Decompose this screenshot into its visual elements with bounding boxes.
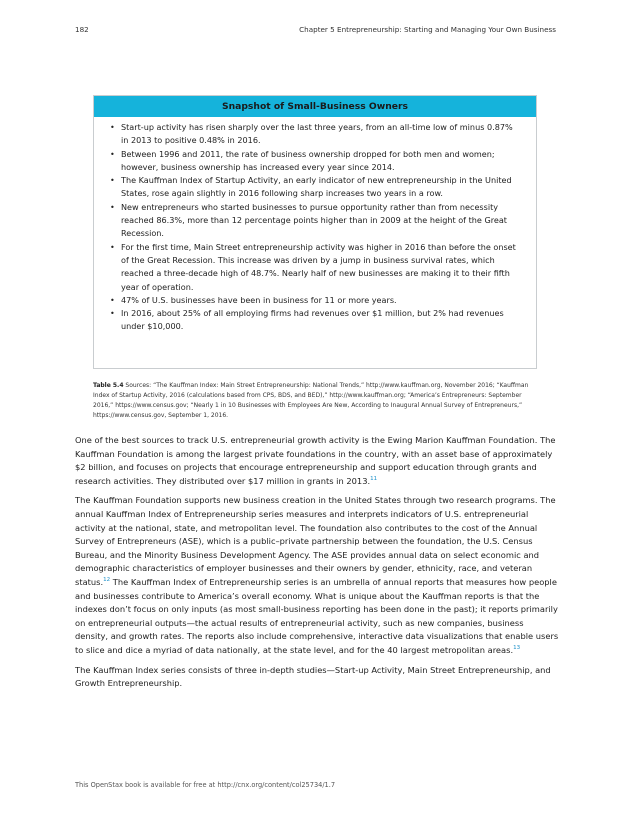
list-item: • The Kauffman Index of Startup Activity, an early indicator of new entrepreneurship in the United States, rose again slightly in 2016 following sharp increases two years in a row. (112, 174, 522, 201)
feature-box-title: Snapshot of Small-Business Owners (94, 96, 536, 117)
caption-sources: Sources: “The Kauffman Index: Main Street Entrepreneurship: National Trends,” http://www.kauffman.org, November 2016; “Kauffman Index of Startup Activity, 2016 (calculations based from CPS, BDS, and BED),” http://www.kauffman.org; “America’s Entrepreneurs: September 2016,” https://www.census.gov; “Nearly 1 in 10 Businesses with Employees Are New, According to Inaugural Annual Survey of Entrepreneurs,” https://www.census.gov, September 1, 2016. (93, 382, 529, 419)
footnote-link[interactable]: 12 (103, 577, 111, 584)
page-number: 182 (75, 25, 89, 34)
table-label: Table 5.4 (93, 382, 124, 389)
paragraph-text: The Kauffman Foundation supports new business creation in the United States through two research programs. The annual Kauffman Index of Entrepreneurship series measures and interprets indicators of U.S. entrepreneurial activity at the national, state, and metropolitan level. The foundation also contributes to the cost of the Annual Survey of Entrepreneurs (ASE), which is a public–private partnership between the foundation, the U.S. Census Bureau, and the Minority Business Development Agency. The ASE provides annual data on select economic and demographic characteristics of employer businesses and their owners by gender, ethnicity, race, and veteran status. (75, 495, 556, 587)
feature-box-list (94, 117, 536, 334)
table-caption (93, 381, 533, 421)
paragraph (75, 434, 559, 488)
paragraph-text: One of the best sources to track U.S. entrepreneurial growth activity is the Ewing Marion Kauffman Foundation. The Kauffman Foundation is among the largest private foundations in the country, with an asset base of approximately $2 billion, and focuses on projects that encourage entrepreneurship and support education through grants and research activities. They distributed over $17 million in grants in 2013. (75, 435, 556, 486)
list-item: • In 2016, about 25% of all employing firms had revenues over $1 million, but 2% had revenues under $10,000. (112, 307, 522, 334)
paragraph-text: The Kauffman Index series consists of three in-depth studies—Start-up Activity, Main Street Entrepreneurship, and Growth Entrepreneurship. (75, 664, 551, 689)
paragraph (75, 664, 559, 691)
footnote-link[interactable]: 11 (370, 476, 378, 483)
snapshot-feature-box (93, 95, 537, 369)
body-text (75, 434, 559, 697)
chapter-title: Chapter 5 Entrepreneurship: Starting and Managing Your Own Business (299, 25, 556, 34)
list-item: • New entrepreneurs who started businesses to pursue opportunity rather than from necessity reached 86.3%, more than 12 percentage points higher than in 2009 at the height of the Great Recession. (112, 201, 522, 241)
list-item: • For the first time, Main Street entrepreneurship activity was higher in 2016 than before the onset of the Great Recession. This increase was driven by a jump in business survival rates, which reached a three-decade high of 48.7%. Nearly half of new businesses are making it to their fifth year of operation. (112, 241, 522, 294)
list-item: • Between 1996 and 2011, the rate of business ownership dropped for both men and women; however, business ownership has increased every year since 2014. (112, 148, 522, 175)
page-footer: This OpenStax book is available for free at http://cnx.org/content/col25734/1.7 (75, 781, 336, 789)
paragraph (75, 494, 559, 657)
footnote-link[interactable]: 13 (513, 645, 521, 652)
list-item: • Start-up activity has risen sharply over the last three years, from an all-time low of minus 0.87% in 2013 to positive 0.48% in 2016. (112, 121, 522, 148)
paragraph-text: The Kauffman Index of Entrepreneurship series is an umbrella of annual reports that measures how people and businesses contribute to America’s overall economy. What is unique about the Kauffman reports is that the indexes don’t focus on only inputs (as most small-business reporting has been done in the past); it reports primarily on entrepreneurial outputs—the actual results of entrepreneurial activity, such as new companies, business density, and growth rates. The reports also include comprehensive, interactive data visualizations that enable users to slice and dice a myriad of data nationally, at the state level, and for the 40 largest metropolitan areas. (75, 576, 559, 655)
list-item: • 47% of U.S. businesses have been in business for 11 or more years. (112, 294, 522, 307)
